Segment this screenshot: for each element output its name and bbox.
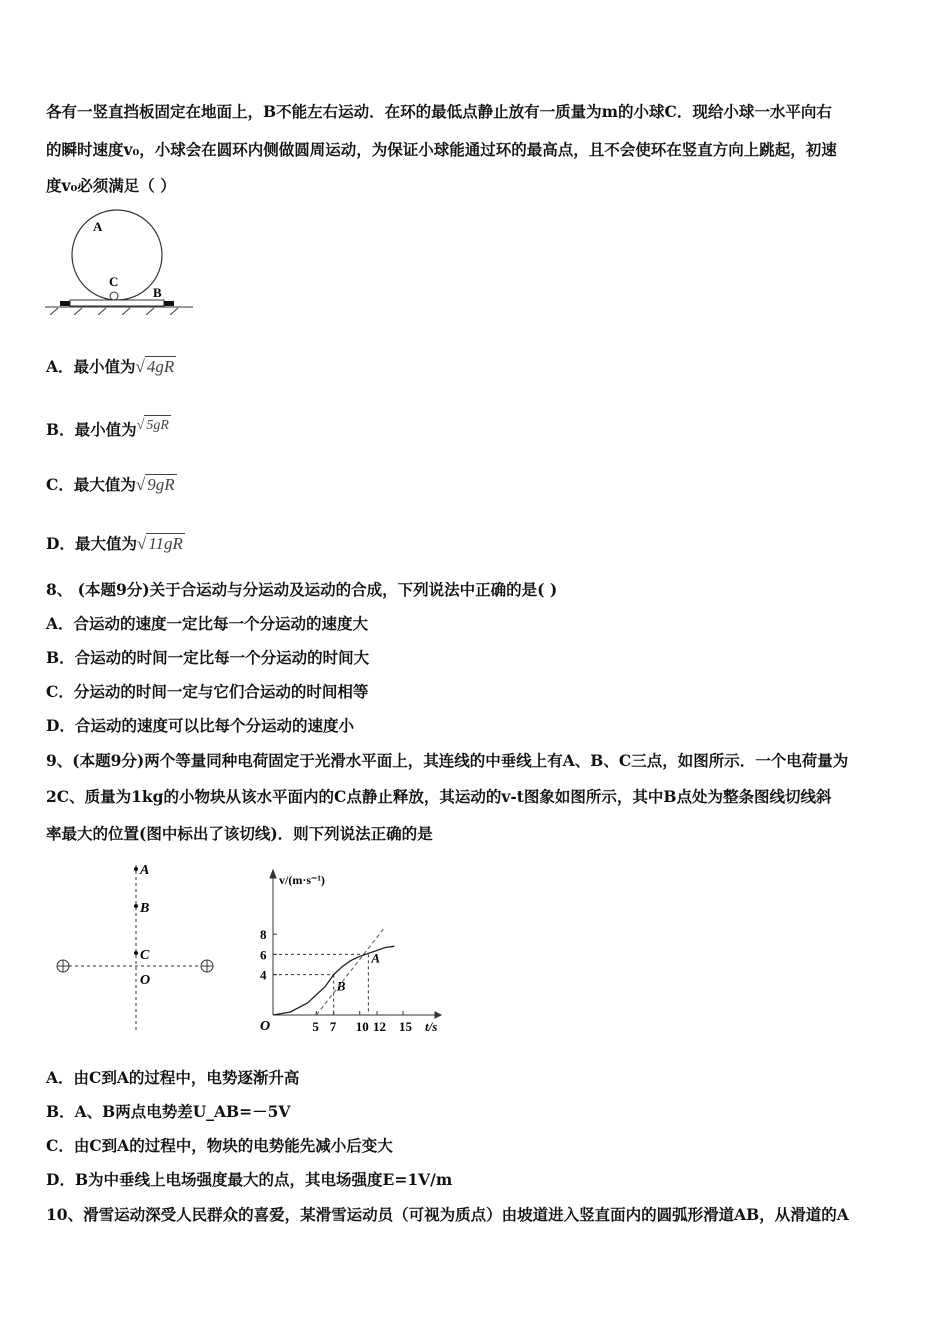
tangent-line [316,927,384,1015]
charges-figure [50,860,220,1040]
q9-stem-line3: 率最大的位置(图中标出了该切线)．则下列说法正确的是 [46,824,433,843]
radicand: 4gR [146,357,175,376]
point-label-b: B [140,901,150,916]
origin-label: O [260,1019,271,1034]
q8-option-c[interactable]: C．分运动的时间一定与它们合运动的时间相等 [46,682,369,701]
q7-option-b[interactable] [46,415,171,440]
x-axis-label: t/s [425,1019,438,1034]
q8-option-b[interactable]: B．合运动的时间一定比每一个分运动的时间大 [46,648,370,667]
vt-graph [250,860,450,1040]
q7-stem-line3: 度v₀必须满足（ ） [46,176,176,195]
option-letter: A． [46,357,74,376]
q8-option-a[interactable]: A．合运动的速度一定比每一个分运动的速度大 [46,614,369,633]
ring-label-c: C [109,274,119,289]
sqrt-expr: √ 11gR [136,534,183,553]
q9-option-d[interactable]: D．B为中垂线上电场强度最大的点，其电场强度E=1V/m [46,1170,453,1189]
origin-label: O [140,973,151,988]
x-tick-label: 12 [373,1019,387,1034]
q8-option-d[interactable]: D．合运动的速度可以比每个分运动的速度小 [46,716,354,735]
ring-figure [40,205,200,315]
ring-label-a: A [93,219,103,234]
x-tick-label: 10 [355,1019,369,1034]
point-label-c: C [140,948,150,963]
y-tick-label: 6 [260,947,267,963]
option-letter: C． [46,475,74,494]
option-text: 最大值为 [73,475,136,494]
q7-option-c[interactable] [46,474,177,495]
option-text: 最小值为 [74,420,137,439]
y-tick-label: 8 [260,927,267,943]
point-label-a: A [371,950,381,966]
q9-stem-line2: 2C、质量为1kg的小物块从该水平面内的C点静止释放，其运动的v-t图象如图所示，其中B点处为整条图线切线斜 [46,787,832,806]
q9-option-b[interactable]: B．A、B两点电势差U_AB=－5V [46,1102,291,1121]
x-tick-label: 5 [312,1019,319,1034]
ring-label-b: B [153,285,162,300]
sqrt-expr: √ 5gR [137,418,171,433]
sqrt-expr: √ 4gR [135,357,175,376]
point-label-b: B [336,978,346,994]
q10-stem-line1: 10、滑雪运动深受人民群众的喜爱，某滑雪运动员（可视为质点）由坡道进入竖直面内的圆弧形滑道AB，从滑道的A [46,1205,849,1224]
radicand: 9gR [147,475,175,494]
q9-option-c[interactable]: C．由C到A的过程中，物块的电势能先减小后变大 [46,1136,393,1155]
point-label-a: A [140,863,150,878]
q7-option-a[interactable] [46,356,176,377]
q9-stem-line1: 9、(本题9分)两个等量同种电荷固定于光滑水平面上，其连线的中垂线上有A、B、C三点，如图所示．一个电荷量为 [46,751,849,770]
radicand: 11gR [148,534,183,553]
q9-option-a[interactable]: A．由C到A的过程中，电势逐渐升高 [46,1068,300,1087]
radicand: 5gR [144,415,171,436]
option-text: 最小值为 [73,357,136,376]
option-letter: B． [46,420,75,439]
q7-stem-line1: 各有一竖直挡板固定在地面上，B不能左右运动．在环的最低点静止放有一质量为m的小球C．现给小球一水平向右 [46,102,832,121]
y-tick-label: 4 [260,967,267,983]
q7-stem-line2: 的瞬时速度v₀，小球会在圆环内侧做圆周运动，为保证小球能通过环的最高点，且不会使环在竖直方向上跳起，初速 [46,140,837,159]
q7-option-d[interactable] [46,533,185,554]
x-tick-label: 7 [329,1019,337,1034]
option-letter: D． [46,534,75,553]
sqrt-expr: √ 9gR [135,475,175,494]
y-axis-label: v/(m·s⁻¹) [279,873,325,887]
q8-stem: 8、 (本题9分)关于合运动与分运动及运动的合成，下列说法中正确的是( ) [46,580,558,599]
x-tick-label: 15 [399,1019,413,1034]
option-text: 最大值为 [74,534,137,553]
